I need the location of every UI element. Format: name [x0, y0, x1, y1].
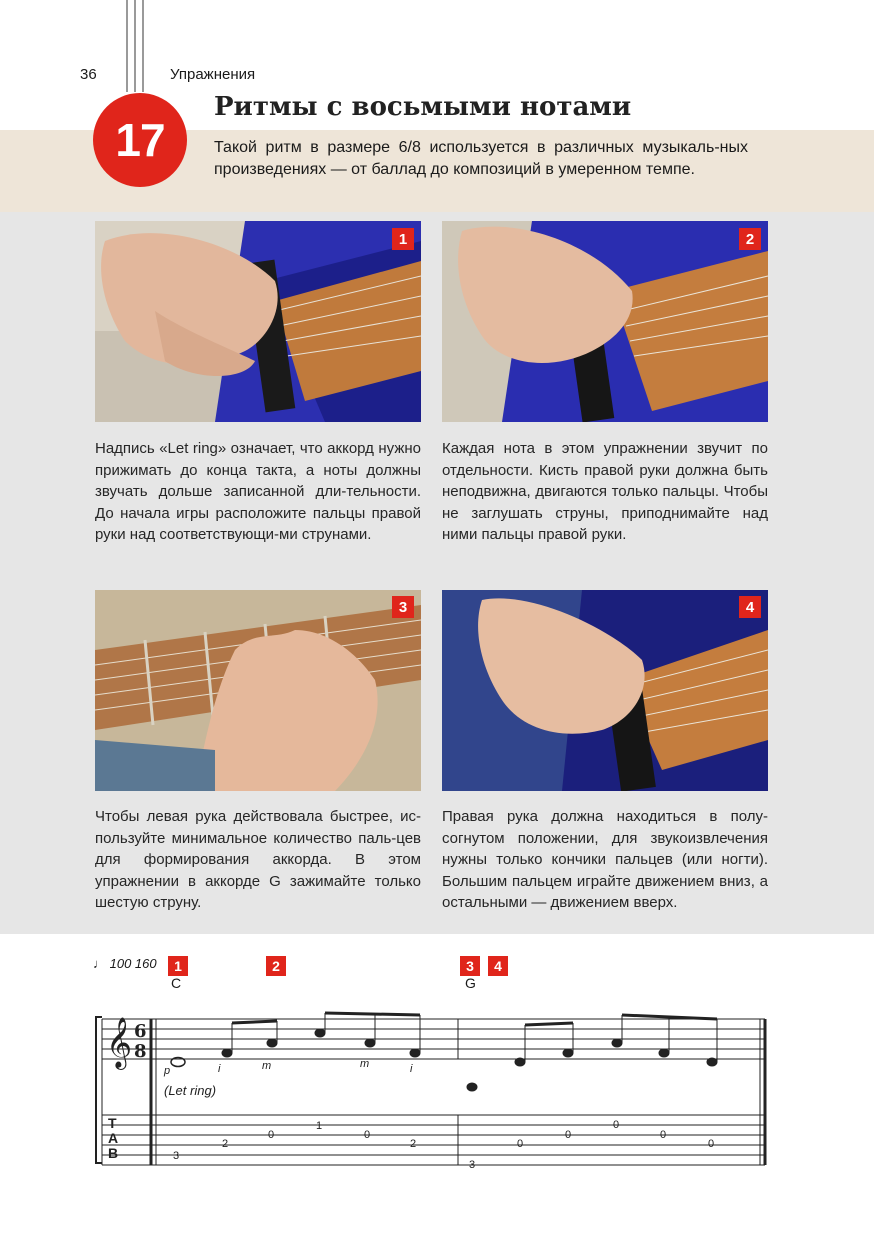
fingering-m-2: m: [360, 1058, 370, 1070]
score-marker-1: 1: [168, 956, 188, 976]
caption-1: Надпись «Let ring» означает, что аккорд нужно прижимать до конца такта, а ноты должны звучать дольше записанной дли-тельности. До начала игры расположите пальцы правой руки над соответствующи-ми струнами.: [95, 440, 421, 543]
tab-number: 0: [516, 1138, 524, 1150]
tab-letter-b: B: [108, 1145, 119, 1161]
tab-number: 3: [468, 1159, 476, 1171]
tab-number: 2: [409, 1138, 417, 1150]
binding-lines: [126, 0, 146, 92]
fingering-i-2: i: [410, 1063, 413, 1075]
caption-3: Чтобы левая рука действовала быстрее, ис-пользуйте минимальное количество паль-цев для формирования аккорда. В этом упражнении в аккорде G зажимайте только шестую струну.: [95, 808, 421, 911]
page-number: 36: [80, 66, 97, 83]
treble-clef: 𝄞: [106, 1017, 133, 1068]
section-title: Упражнения: [170, 66, 256, 83]
tab-number: 2: [221, 1138, 229, 1150]
tab-number: 0: [659, 1129, 667, 1141]
photo-4: [442, 590, 768, 791]
photo-number-3: 3: [392, 596, 414, 618]
photo-2: [442, 221, 768, 422]
photo-1: [95, 221, 421, 422]
caption-2: Каждая нота в этом упражнении звучит по отдельности. Кисть правой руки должна быть неподвижна, двигаются только пальцы. Чтобы не заглушать струны, приподнимайте над ними пальцы правой руки.: [442, 440, 768, 543]
time-signature-top: 6: [134, 1021, 147, 1042]
tab-number: 1: [315, 1120, 323, 1132]
music-score: [90, 1005, 780, 1175]
chord-g: G: [465, 975, 476, 991]
score-marker-3: 3: [460, 956, 480, 976]
fingering-p: p: [164, 1065, 171, 1077]
tab-number: 3: [172, 1150, 180, 1162]
exercise-number-badge: 17: [93, 93, 187, 187]
tab-number: 0: [564, 1129, 572, 1141]
photo-number-1: 1: [392, 228, 414, 250]
fingering-i: i: [218, 1063, 221, 1075]
score-marker-4: 4: [488, 956, 508, 976]
tab-letter-a: A: [108, 1130, 119, 1146]
time-signature-bottom: 8: [134, 1041, 147, 1062]
caption-4: Правая рука должна находиться в полу-согнутом положении, для звукоизвлечения нужны только кончики пальцев (или ногти). Большим пальцем играйте движением вниз, а остальными — движением вверх.: [442, 808, 768, 911]
tab-letter-t: T: [108, 1115, 117, 1131]
fingering-m: m: [262, 1060, 272, 1072]
tab-number: 0: [612, 1119, 620, 1131]
intro-text: Такой ритм в размере 6/8 используется в различных музыкаль-ных произведениях — от баллад до композиций в умеренном темпе.: [214, 139, 748, 178]
chord-c: C: [171, 975, 182, 991]
photo-number-2: 2: [739, 228, 761, 250]
tempo-marking: ♩ 100 160: [93, 956, 157, 971]
photo-number-4: 4: [739, 596, 761, 618]
page-title: Ритмы с восьмыми нотами: [214, 92, 632, 122]
let-ring-label: (Let ring): [164, 1083, 217, 1098]
score-marker-2: 2: [266, 956, 286, 976]
tab-number: 0: [267, 1129, 275, 1141]
tab-number: 0: [707, 1138, 715, 1150]
tab-number: 0: [363, 1129, 371, 1141]
photo-3: [95, 590, 421, 791]
